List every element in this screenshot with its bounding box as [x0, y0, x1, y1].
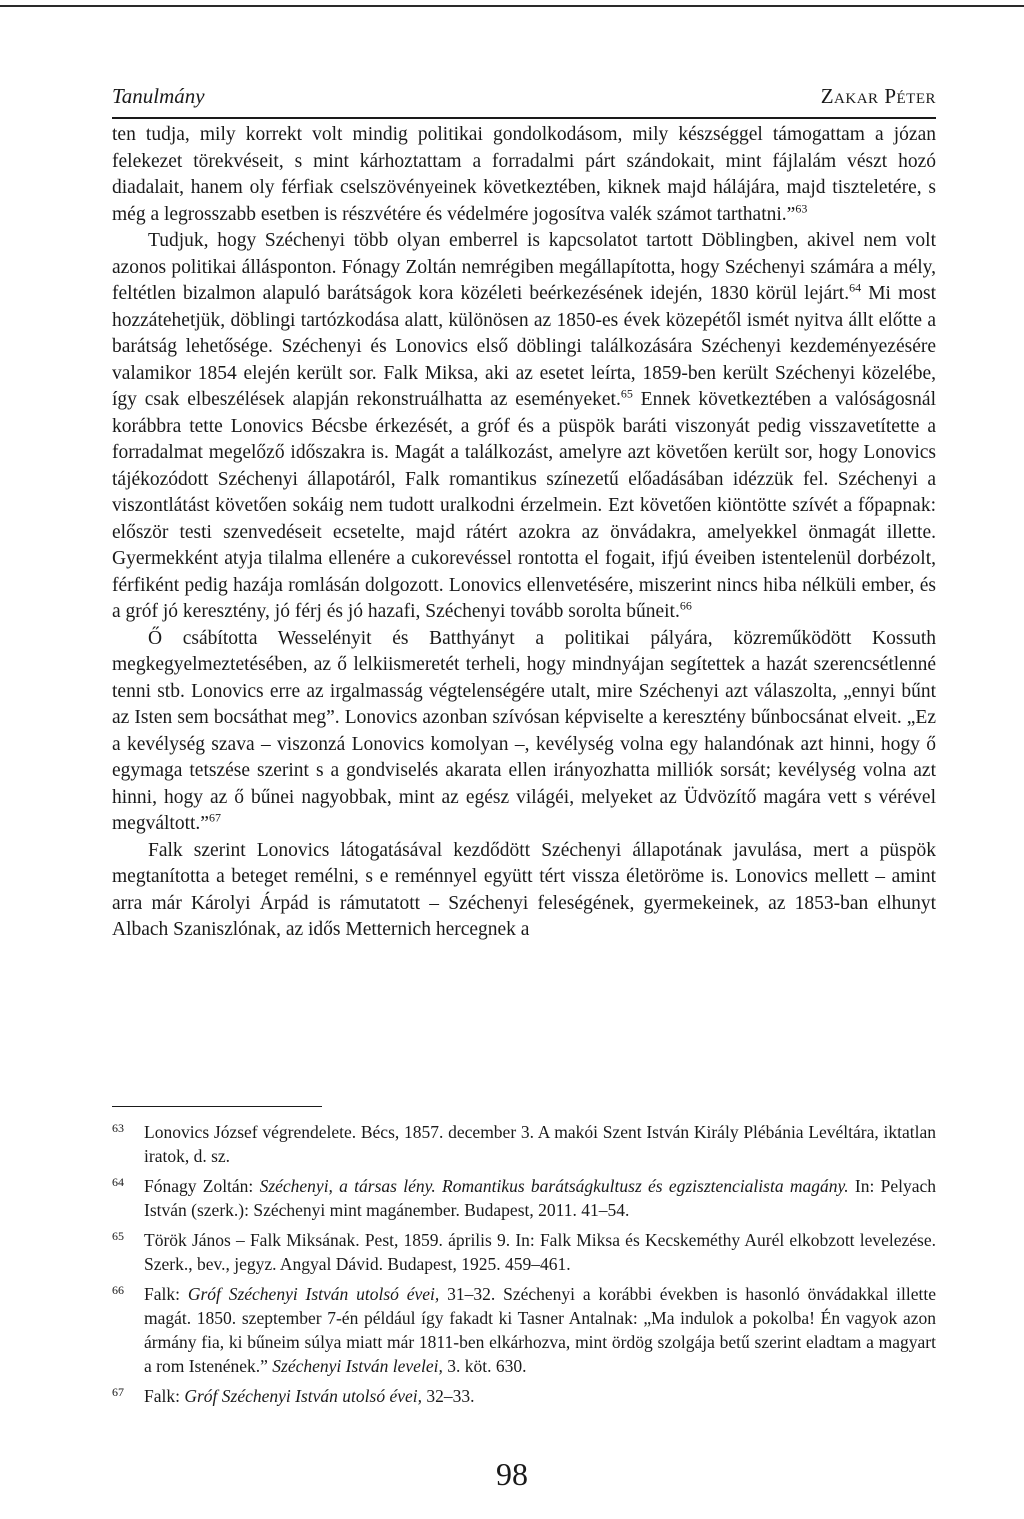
footnote-item — [112, 1174, 936, 1222]
italic-title: Gróf Széchenyi István utolsó évei, — [187, 1284, 440, 1304]
footnote-item — [112, 1120, 936, 1168]
text-run: Falk: — [144, 1284, 188, 1304]
paragraph — [112, 122, 936, 228]
text-run: 3. köt. 630. — [442, 1356, 527, 1376]
footnote-number: 65 — [112, 1229, 124, 1243]
footnote-item — [112, 1228, 936, 1276]
text-run: 31–32. Széchenyi a korábbi években is hasonló önvádakkal illette magát. 1850. szeptember 7-én például így fakadt ki Tasner Antalnak: „Ma indulok a pokolba! Én vagyok azon ármány fia, ki bűneim súlya miatt már 1811-ben elkárhozva, mint ördög szolgája betű szerint eladtam a magyart a rom Istenének.” — [144, 1284, 936, 1376]
footnote-number: 67 — [112, 1385, 124, 1399]
text-run: Ennek következtében a valóságosnál korábbra tette Lonovics Bécsbe érkezését, a gróf és a püspök baráti viszonyát pedig visszavetítette a forradalmat megelőző időszakra is. Magát a találkozást, amelyre azt követően került sor, hogy Lonovics tájékozódott Széchenyi állapotáról, Falk romantikus színezetű előadásában idézzük fel. Széchenyi a viszontlátást követően sokáig nem tudott uralkodni érzelmein. Ezt követően kiöntötte szívét a főpapnak: először testi szenvedéseit ecsetelte, majd rátért azokra az önvádakra, amelyekkel önmagát illette. Gyermekként atyja tilalma ellenére a cukorevéssel rontotta el fogait, ifjú éveiben istentelenül dorbézolt, férfiként pedig hazája romlásán dolgozott. Lonovics ellenvetésére, miszerint nincs hiba nélküli ember, és a gróf jó keresztény, jó férj és jó hazafi, Széchenyi tovább sorolta bűneit. — [112, 389, 937, 622]
text-run: 32–33. — [422, 1386, 475, 1406]
page-number: 98 — [496, 1456, 528, 1492]
paragraph — [112, 228, 936, 626]
footnote-reference: 63 — [795, 201, 808, 215]
italic-title: Széchenyi István levelei, — [272, 1356, 443, 1376]
italic-title: Széchenyi, a társas lény. Romantikus barátságkultusz és egzisztencialista magány. — [259, 1176, 849, 1196]
text-run: Falk szerint Lonovics látogatásával kezdődött Széchenyi állapotának javulása, mert a püspök megtanította a beteget remélni, s e reménnyel együtt tért vissza életöröme is. Lonovics mellett – amint arra már Károlyi Árpád is rámutatott – Széchenyi feleségének, gyermekeinek, az 1853-ban elhunyt Albach Szaniszlónak, az idős Metternich hercegnek a — [112, 839, 936, 940]
running-header-author: Zakar Péter — [820, 84, 936, 108]
text-run: Mi most hozzátehetjük, döblingi tartózkodása alatt, különösen az 1850-es évek közepétől ismét nyitva állt előtte a barátság lehetősége. Széchenyi és Lonovics első döblingi találkozására Széchenyi kezdeményezésére valamikor 1854 elején került sor. Falk Miksa, aki az esetet leírta, 1859-ben került Széchenyi közelébe, így csak elbeszélések alapján rekonstruálhatta az eseményeket. — [112, 283, 937, 410]
footnote-number: 64 — [112, 1175, 124, 1189]
text-run: Török János – Falk Miksának. Pest, 1859. április 9. In: Falk Miksa és Kecskeméthy Aurél elkobzott levelezése. Szerk., bev., jegyz. Angyal Dávid. Budapest, 1925. 459–461. — [144, 1230, 936, 1274]
text-run: Tudjuk, hogy Széchenyi több olyan emberrel is kapcsolatot tartott Döblingben, akivel nem volt azonos politikai állásponton. Fónagy Zoltán nemrégiben megállapította, hogy Széchenyi számára a mély, feltétlen bizalmon alapuló barátságok kora közéleti beérkezésének idején, 1830 körül lejárt. — [112, 230, 936, 304]
footnote-reference: 66 — [679, 598, 692, 613]
text-run: Ő csábította Wesselényit és Batthyányt a politikai pályára, közreműködött Kossuth megkegyelmeztetésében, az ő lelkiismeretét terheli, hogy mindnyájan segítettek a hazát szerencsétlenné tenni stb. Lonovics erre az irgalmasság végtelenségére utalt, mire Széchenyi azt válaszolta, „ennyi bűnt az Isten sem bocsáthat meg”. Lonovics azonban szívósan képviselte a keresztény bűnbocsánat elveit. „Ez a kevélység szava – viszonzá Lonovics komolyan –, kevélység volna egy halandónak azt hinni, hogy ő egymaga tetszése szerint s a gondviselés akarata ellen irányozhatta milliók sorsát; kevélység volna azt hinni, hogy az ő bűnei nagyobbak, mint az egész világéi, melyeket az Üdvözítő magára vett s vérével megváltott.” — [112, 627, 936, 834]
running-header — [112, 84, 936, 109]
text-run: Fónagy Zoltán: — [144, 1176, 260, 1196]
text-run: ten tudja, mily korrekt volt mindig politikai gondolkodásom, mily készséggel támogattam a józan felekezet törekvéseit, s mint kárhoztattam a forradalmi párt szándokait, mint fájlalám vészt hozó diadalait, hanem oly férfiak cselszövényeinek következtében, kiknek majd hálájára, majd tiszteletére, s még a legrosszabb esetben is részvétére és védelmére jogosítva valék számot tarthatni.” — [112, 124, 936, 225]
footnote-number: 63 — [112, 1121, 124, 1135]
text-run: In: Pelyach István (szerk.): Széchenyi mint magánember. Budapest, 2011. 41–54. — [144, 1176, 937, 1220]
footnote-separator — [112, 1106, 322, 1107]
top-border-rule — [0, 5, 1024, 7]
footnote-reference: 67 — [208, 810, 221, 825]
footnote-reference: 64 — [849, 280, 862, 295]
footnote-item — [112, 1282, 936, 1378]
footnote-item — [112, 1384, 936, 1408]
paragraph — [112, 626, 936, 838]
main-text — [112, 122, 936, 944]
footnotes — [112, 1120, 936, 1414]
header-rule — [112, 117, 936, 119]
footnote-number: 66 — [112, 1283, 124, 1297]
paragraph — [112, 838, 936, 944]
italic-title: Gróf Széchenyi István utolsó évei, — [184, 1386, 423, 1406]
text-run: Lonovics József végrendelete. Bécs, 1857. december 3. A makói Szent István Király Plébánia Levéltára, iktatlan iratok, d. sz. — [144, 1122, 936, 1166]
running-header-section: Tanulmány — [112, 84, 205, 108]
text-run: Falk: — [144, 1386, 185, 1406]
footnote-reference: 65 — [620, 386, 633, 401]
